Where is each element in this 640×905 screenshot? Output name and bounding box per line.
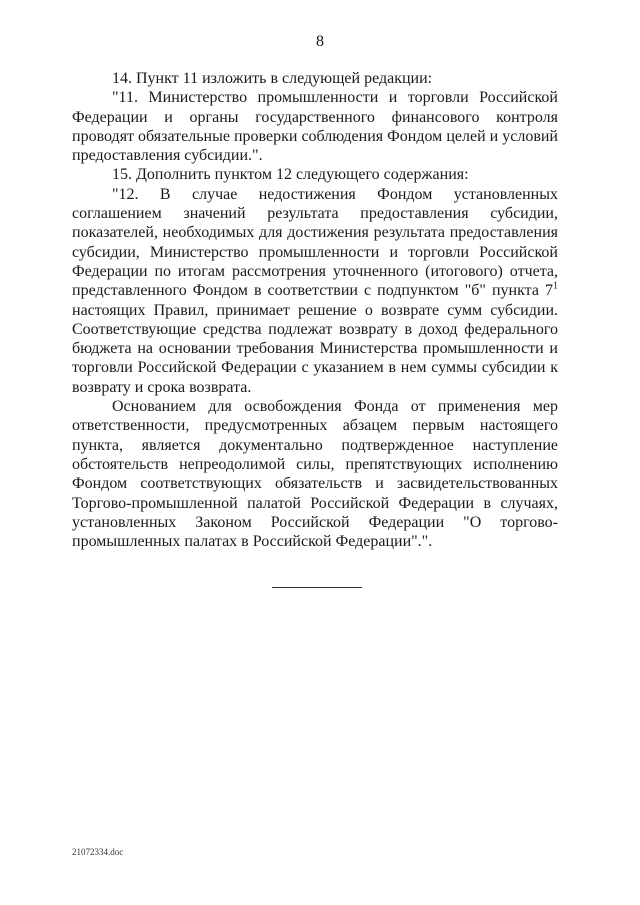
paragraph-14: 14. Пункт 11 изложить в следующей редакции: <box>112 70 433 87</box>
paragraph-15: 15. Дополнить пунктом 12 следующего содержания: <box>112 166 469 184</box>
paragraph-12-part-2: настоящих Правил, принимает решение о возврате сумм субсидии. Соответствующие средства подлежат возврату в доход федерального бюджета на основании требования Министерства промышленности и торговли Российской Федерации с указанием в нем суммы субсидии к возврату и срока возврата. <box>72 301 558 396</box>
paragraph-11-text: "11. Министерство промышленности и торговли Российской Федерации и органы государственного финансового контроля проводят обязательные проверки соблюдения Фондом целей и условий предоставления субсидии.". <box>72 89 558 165</box>
paragraph-force-majeure: Основанием для освобождения Фонда от применения мер ответственности, предусмотренных абзацем первым настоящего пункта, является документально подтвержденное наступление обстоятельств непреодолимой силы, препятствующих исполнению Фондом соответствующих обязательств и засвидетельствованных Торгово-промышленной палатой Российской Федерации в случаях, установленных Законом Российской Федерации "О торгово-промышленных палатах в Российской Федерации".". <box>72 398 558 551</box>
document-body <box>72 69 558 551</box>
end-divider <box>272 587 362 588</box>
paragraph-12-part-1: "12. В случае недостижения Фондом установленных соглашением значений результата предоставления субсидии, показателей, необходимых для достижения результата предоставления субсидии, Министерство промышленности и торговли Российской Федерации по итогам рассмотрения уточненного (итогового) отчета, представленного Фондом в соответствии с подпунктом "б" пункта 7 <box>72 185 558 300</box>
footer-file-code: 21072334.doc <box>72 847 124 857</box>
paragraph-12-superscript: 1 <box>553 280 558 292</box>
paragraph-12-text <box>72 185 558 397</box>
page-number: 8 <box>316 33 324 50</box>
